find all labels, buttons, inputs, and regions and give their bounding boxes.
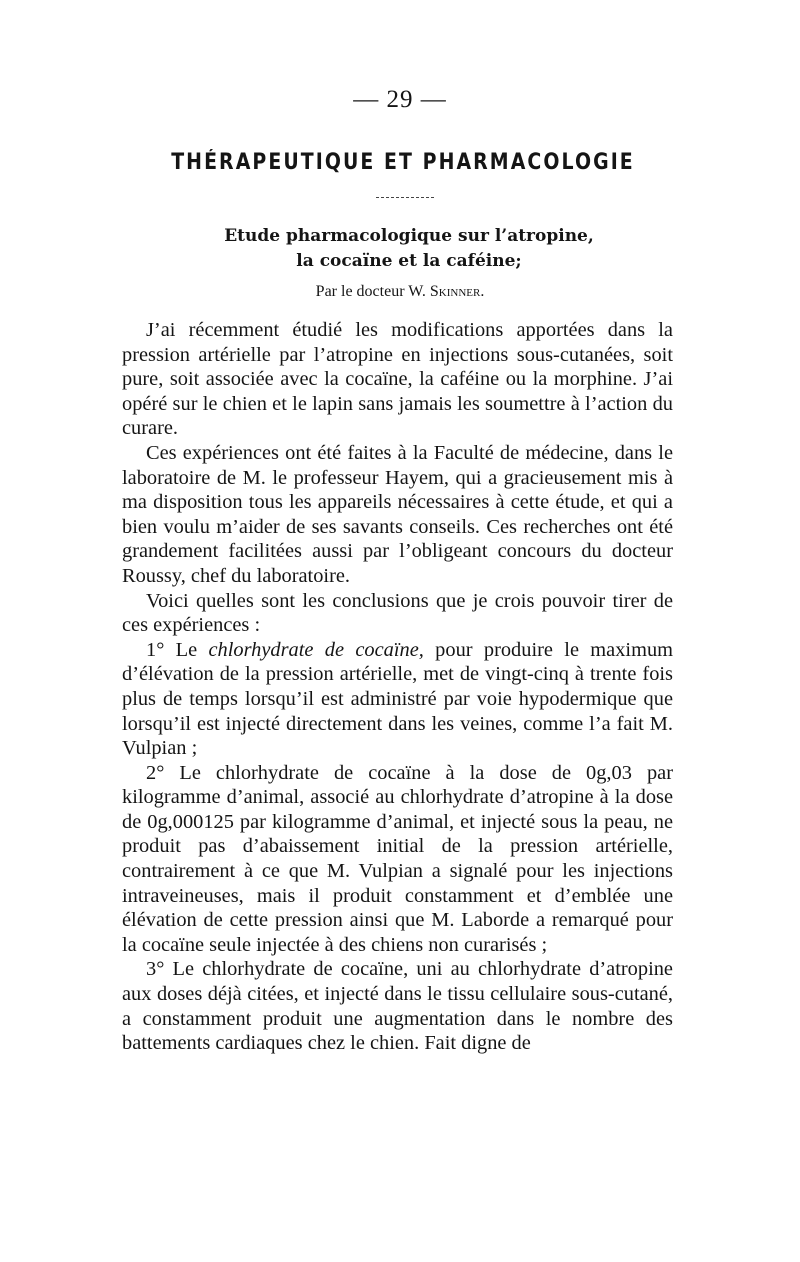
- page-number: — 29 —: [353, 86, 447, 113]
- article-title-line-2: la cocaïne et la caféine;: [296, 251, 522, 271]
- byline-prefix: Par le docteur W.: [315, 283, 430, 300]
- paragraph-4: [122, 638, 673, 761]
- paragraph-4-start: 1° Le: [146, 638, 209, 661]
- paragraph-3: Voici quelles sont les conclusions que je crois pouvoir tirer de ces expériences :: [122, 589, 673, 637]
- article-title-line-1: Etude pharmacologique sur l’atropine,: [224, 226, 594, 246]
- article-title: [0, 224, 800, 274]
- paragraph-4-end: pour produire le maximum d’élévation de la pression artérielle, met de vingt-cinq à trente fois plus de temps lorsqu’il est administré par voie hypodermique que lorsqu’il est injecté directement dans les veines, comme l’a fait M. Vulpian ;: [122, 638, 673, 760]
- section-divider: [376, 197, 434, 198]
- article-body: [122, 318, 673, 1056]
- paragraph-2: Ces expériences ont été faites à la Faculté de médecine, dans le laboratoire de M. le professeur Hayem, qui a gracieusement mis à ma disposition tous les appareils nécessaires à cette étude, et qui a bien voulu m’aider de ses savants conseils. Ces recherches ont été grandement facilitées aussi par l’obligeant concours du docteur Roussy, chef du laboratoire.: [122, 441, 673, 587]
- paragraph-6: 3° Le chlorhydrate de cocaïne, uni au chlorhydrate d’atropine aux doses déjà citées, et injecté dans le tissu cellulaire sous-cutané, a constamment produit une augmentation dans le nombre des battements cardiaques chez le chien. Fait digne de: [122, 958, 673, 1055]
- paragraph-1: J’ai récemment étudié les modifications apportées dans la pression artérielle par l’atropine en injections sous-cutanées, soit pure, soit associée avec la cocaïne, la caféine ou la morphine. J’ai opéré sur le chien et le lapin sans jamais les soumettre à l’action du curare.: [122, 319, 673, 440]
- section-title: THÉRAPEUTIQUE ET PHARMACOLOGIE: [171, 150, 635, 175]
- paragraph-4-italic: chlorhydrate de cocaïne,: [208, 638, 424, 661]
- article-byline: [0, 283, 800, 301]
- byline-author: Skinner.: [429, 283, 485, 300]
- paragraph-5: 2° Le chlorhydrate de cocaïne à la dose de 0g,03 par kilogramme d’animal, associé au chlorhydrate d’atropine à la dose de 0g,000125 par kilogramme d’animal, et injecté sous la peau, ne produit pas d’abaissement initial de la pression artérielle, contrairement à ce que M. Vulpian a signalé pour les injections intraveineuses, mais il produit constamment et d’emblée une élévation de cette pression ainsi que M. Laborde a remarqué pour la cocaïne seule injectée à des chiens non curarisés ;: [122, 761, 673, 956]
